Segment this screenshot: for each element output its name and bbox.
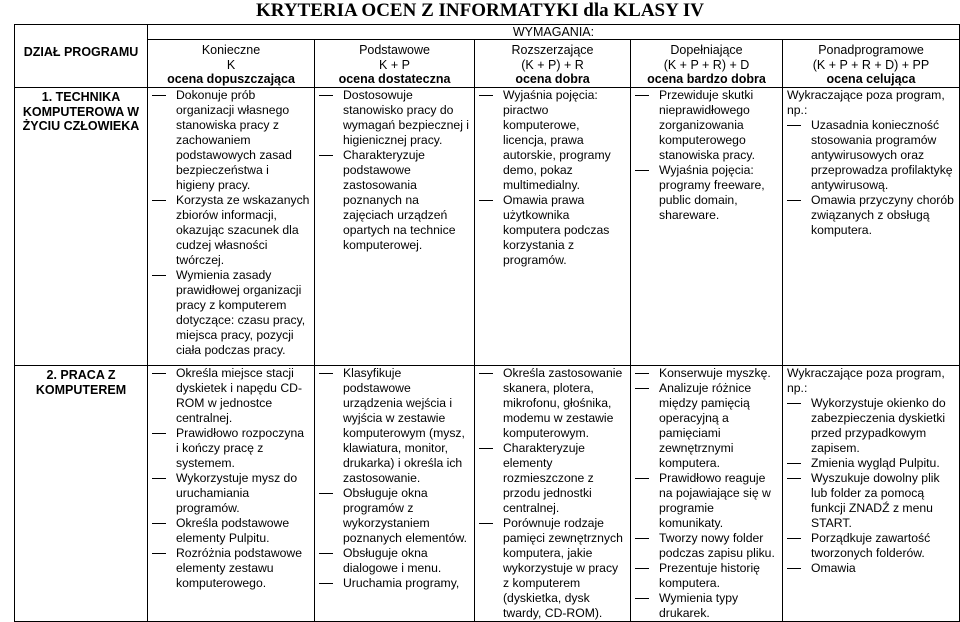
level-header-line: Dopełniające [670,43,743,57]
level-header-3 [475,40,631,88]
list-intro: Wykraczające poza program, np.: [787,366,945,395]
level-header-line: K [226,57,236,72]
list-item: Wyjaśnia pojęcia: programy freeware, public domain, shareware. [631,163,782,223]
list-item: Prawidłowo rozpoczyna i kończy pracę z systemem. [148,426,314,471]
list-item: Dostosowuje stanowisko pracy do wymagań bezpiecznej i higienicznej pracy. [315,88,474,148]
list-item: Charakteryzuje elementy rozmieszczone z przodu jednostki centralnej. [475,441,630,516]
list-intro: Wykraczające poza program, np.: [787,88,945,117]
criteria-cell-pp [783,88,960,366]
list-item: Klasyfikuje podstawowe urządzenia wejścia i wyjścia w zestawie komputerowym (mysz, klawiatura, monitor, drukarka) i określa ich zastosowanie. [315,366,474,486]
list-item: Wyjaśnia pojęcia: piractwo komputerowe, licencja, prawa autorskie, programy demo, pokaz multimedialny. [475,88,630,193]
page-title: KRYTERIA OCEN Z INFORMATYKI dla KLASY IV [255,0,704,21]
level-header-line: Rozszerzające [511,43,594,57]
list-item: Wykorzystuje mysz do uruchamiania programów. [148,471,314,516]
level-header-5 [783,40,960,88]
wymagania-header: WYMAGANIA: [148,25,960,40]
criteria-list [475,88,630,268]
dzial-header: DZIAŁ PROGRAMU [15,25,148,88]
list-item: Porównuje rodzaje pamięci zewnętrznych komputera, jakie wykorzystuje w pracy z komputerem (dyskietka, dysk twardy, CD-ROM). [475,516,630,621]
criteria-cell-pp [783,366,960,622]
dzial-name: 2. PRACA Z KOMPUTEREM [15,366,148,622]
level-header-line: ocena dopuszczająca [167,72,295,86]
criteria-cell-r [475,366,631,622]
criteria-cell-p [315,88,475,366]
list-item: Korzysta ze wskazanych zbiorów informacji, okazując szacunek dla cudzej własności twórczej. [148,193,314,268]
list-item: Określa zastosowanie skanera, plotera, mikrofonu, głośnika, modemu w zestawie komputerowym. [475,366,630,441]
level-header-1 [148,40,315,88]
dzial-name: 1. TECHNIKA KOMPUTEROWA W ŻYCIU CZŁOWIEKA [15,88,148,366]
level-header-line: ocena dobra [515,72,590,86]
level-header-line: (K + P) + R [521,57,584,72]
level-header-4 [631,40,783,88]
table-row [15,88,960,366]
level-header-line: Ponadprogramowe [818,43,924,57]
criteria-list [148,366,314,591]
list-item: Charakteryzuje podstawowe zastosowania poznanych na zajęciach urządzeń opartych na technice komputerowej. [315,148,474,253]
list-item: Omawia [783,561,959,576]
level-header-line: ocena bardzo dobra [647,72,766,86]
list-item: Omawia prawa użytkownika komputera podczas korzystania z programów. [475,193,630,268]
list-item: Określa miejsce stacji dyskietek i napędu CD-ROM w jednostce centralnej. [148,366,314,426]
criteria-cell-k [148,366,315,622]
list-item: Uzasadnia konieczność stosowania programów antywirusowych oraz przeprowadza profilaktykę antywirusową. [783,118,959,193]
table-row [15,366,960,622]
criteria-list [148,88,314,358]
level-header-line: ocena dostateczna [338,72,451,86]
list-item: Prawidłowo reaguje na pojawiające się w programie komunikaty. [631,471,782,531]
list-item: Zmienia wygląd Pulpitu. [783,456,959,471]
list-item: Analizuje różnice między pamięcią operacyjną a pamięciami zewnętrznymi komputera. [631,381,782,471]
criteria-cell-r [475,88,631,366]
level-header-line: (K + P + R + D) + PP [812,57,930,72]
list-item: Porządkuje zawartość tworzonych folderów. [783,531,959,561]
list-item: Wykorzystuje okienko do zabezpieczenia dyskietki przed przypadkowym zapisem. [783,396,959,456]
list-item: Konserwuje myszkę. [631,366,782,381]
level-header-line: (K + P + R) + D [663,57,750,72]
level-header-line: Konieczne [201,43,261,57]
list-item: Obsługuje okna dialogowe i menu. [315,546,474,576]
list-item: Dokonuje prób organizacji własnego stanowiska pracy z zachowaniem podstawowych zasad bezpieczeństwa i higieny pracy. [148,88,314,193]
level-header-line: K + P [379,57,410,72]
criteria-cell-p [315,366,475,622]
criteria-table [14,24,960,622]
criteria-list [315,366,474,591]
list-item: Określa podstawowe elementy Pulpitu. [148,516,314,546]
criteria-list [315,88,474,253]
list-item: Przewiduje skutki nieprawidłowego zorganizowania komputerowego stanowiska pracy. [631,88,782,163]
list-item: Wymienia typy drukarek. [631,591,782,621]
list-item: Rozróżnia podstawowe elementy zestawu komputerowego. [148,546,314,591]
list-item: Wymienia zasady prawidłowej organizacji pracy z komputerem dotyczące: czasu pracy, miejsca pracy, pozycji ciała podczas pracy. [148,268,314,358]
list-item: Omawia przyczyny chorób związanych z obsługą komputera. [783,193,959,238]
list-item: Obsługuje okna programów z wykorzystaniem poznanych elementów. [315,486,474,546]
criteria-cell-k [148,88,315,366]
criteria-list [631,366,782,621]
criteria-list [783,88,959,238]
criteria-list [783,366,959,576]
level-header-line: ocena celująca [826,72,916,86]
criteria-cell-d [631,366,783,622]
criteria-list [475,366,630,621]
list-item: Wyszukuje dowolny plik lub folder za pomocą funkcji ZNADŹ z menu START. [783,471,959,531]
criteria-cell-d [631,88,783,366]
level-header-row [15,40,960,88]
list-item: Uruchamia programy, [315,576,474,591]
level-header-2 [315,40,475,88]
criteria-list [631,88,782,223]
list-item: Prezentuje historię komputera. [631,561,782,591]
list-item: Tworzy nowy folder podczas zapisu pliku. [631,531,782,561]
level-header-line: Podstawowe [359,43,430,57]
